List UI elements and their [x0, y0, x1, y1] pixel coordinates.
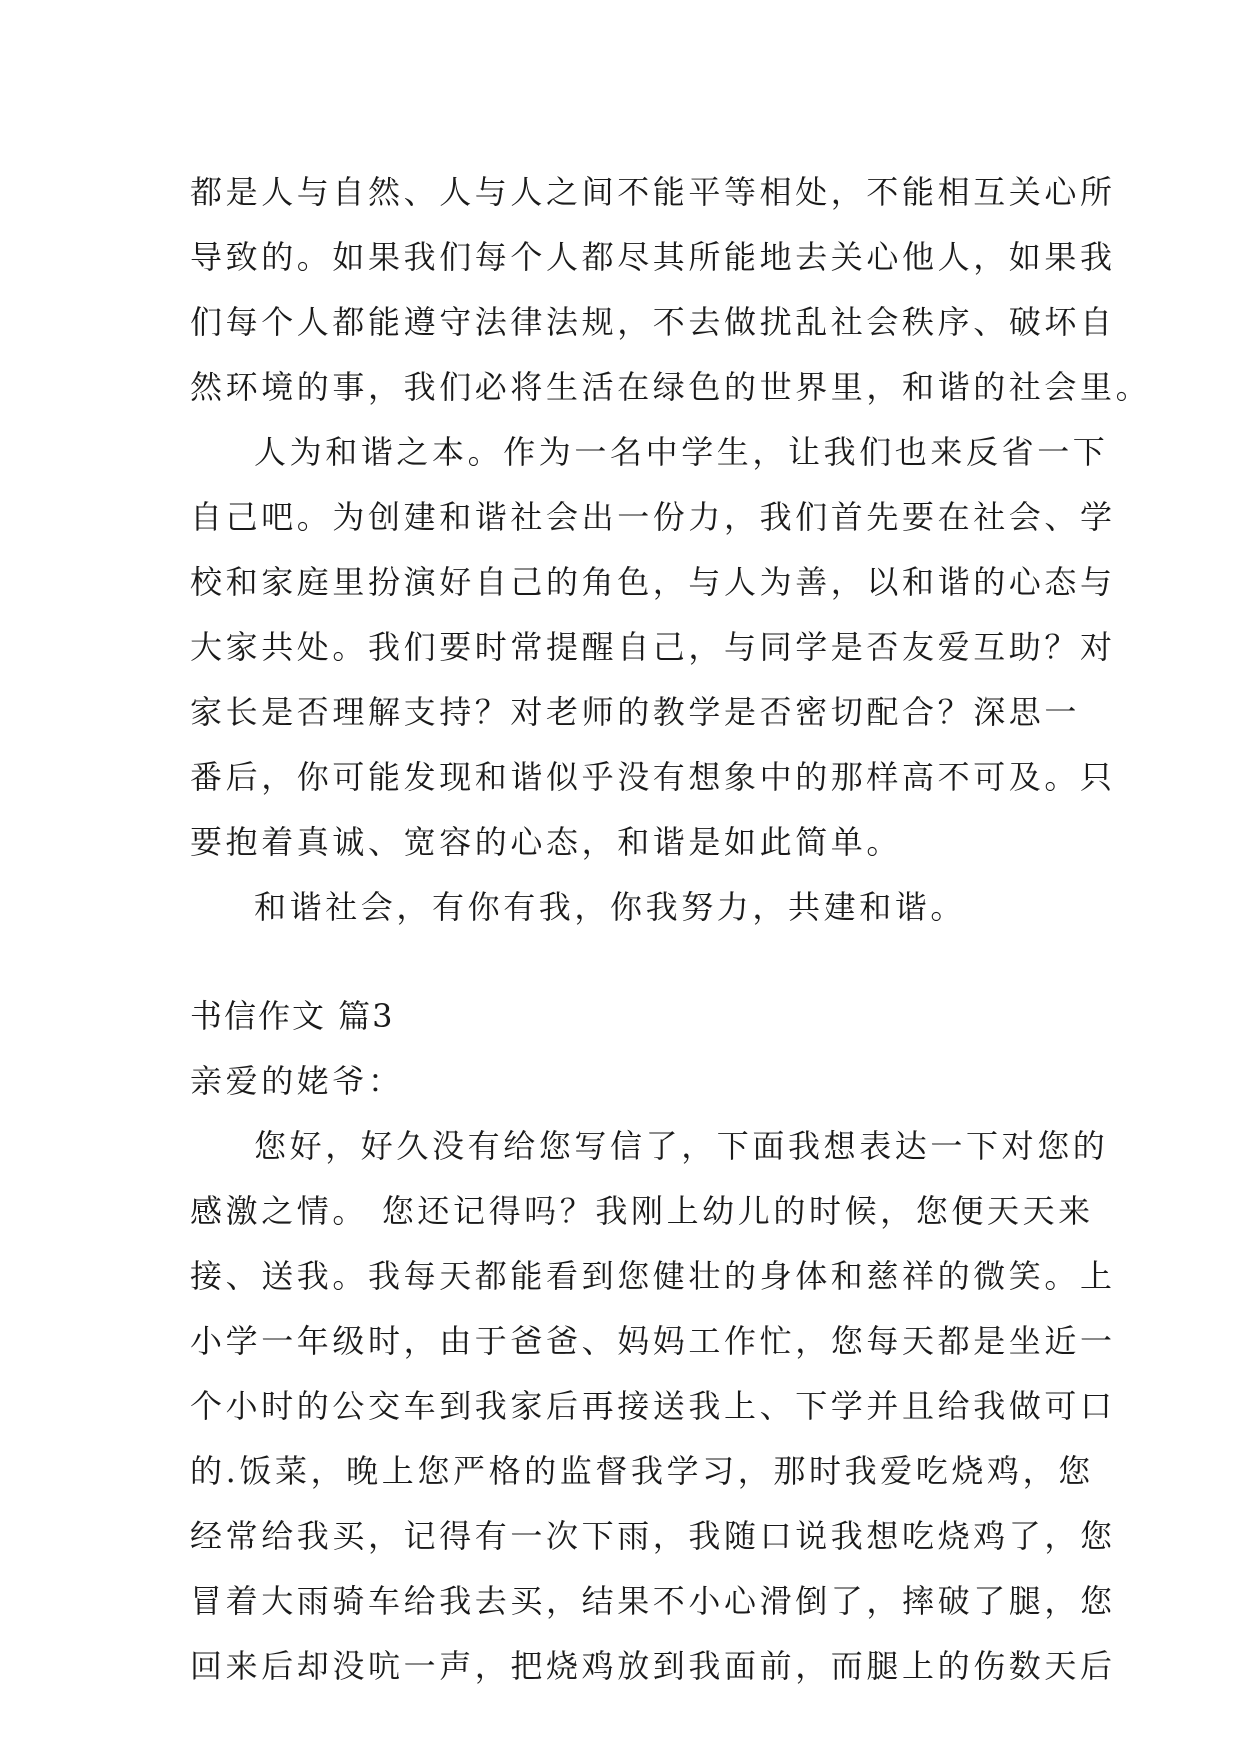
text-line: 们每个人都能遵守法律法规，不去做扰乱社会秩序、破坏自: [190, 303, 1116, 341]
heading-text: 书信作文 篇3: [190, 997, 395, 1035]
text-line: 您好，好久没有给您写信了，下面我想表达一下对您的: [254, 1127, 1109, 1165]
paragraph: [190, 1114, 1116, 1699]
text-line: 和谐社会，有你有我，你我努力，共建和谐。: [254, 888, 967, 926]
salutation-text: 亲爱的姥爷：: [190, 1062, 404, 1100]
text-line: 人为和谐之本。作为一名中学生，让我们也来反省一下: [254, 433, 1109, 471]
text-line: 校和家庭里扮演好自己的角色，与人为善，以和谐的心态与: [190, 563, 1116, 601]
text-line: 冒着大雨骑车给我去买，结果不小心滑倒了，摔破了腿，您: [190, 1582, 1116, 1620]
text-line: 接、送我。我每天都能看到您健壮的身体和慈祥的微笑。上: [190, 1257, 1116, 1295]
section-heading: [190, 984, 1050, 1049]
text-line: 的.饭菜，晚上您严格的监督我学习，那时我爱吃烧鸡，您: [190, 1452, 1094, 1490]
text-line: 经常给我买，记得有一次下雨，我随口说我想吃烧鸡了，您: [190, 1517, 1116, 1555]
text-line: 番后，你可能发现和谐似乎没有想象中的那样高不可及。只: [190, 758, 1116, 796]
text-line: 回来后却没吭一声，把烧鸡放到我面前，而腿上的伤数天后: [190, 1647, 1116, 1685]
text-line: 然环境的事，我们必将生活在绿色的世界里，和谐的社会里。: [190, 368, 1152, 406]
paragraph: [190, 160, 1152, 420]
paragraph: [190, 875, 1050, 940]
document-page: [190, 160, 1152, 1699]
letter-salutation: [190, 1049, 1050, 1114]
text-line: 自己吧。为创建和谐社会出一份力，我们首先要在社会、学: [190, 498, 1116, 536]
text-line: 个小时的公交车到我家后再接送我上、下学并且给我做可口: [190, 1387, 1116, 1425]
paragraph: [190, 420, 1116, 875]
text-line: 大家共处。我们要时常提醒自己，与同学是否友爱互助？对: [190, 628, 1116, 666]
text-line: 要抱着真诚、宽容的心态，和谐是如此简单。: [190, 823, 903, 861]
text-line: 都是人与自然、人与人之间不能平等相处，不能相互关心所: [190, 173, 1116, 211]
text-line: 家长是否理解支持？对老师的教学是否密切配合？深思一: [190, 693, 1081, 731]
text-line: 小学一年级时，由于爸爸、妈妈工作忙，您每天都是坐近一: [190, 1322, 1116, 1360]
section-gap: [190, 940, 1050, 984]
text-line: 导致的。如果我们每个人都尽其所能地去关心他人，如果我: [190, 238, 1116, 276]
text-line: 感激之情。 您还记得吗？我刚上幼儿的时候，您便天天来: [190, 1192, 1094, 1230]
